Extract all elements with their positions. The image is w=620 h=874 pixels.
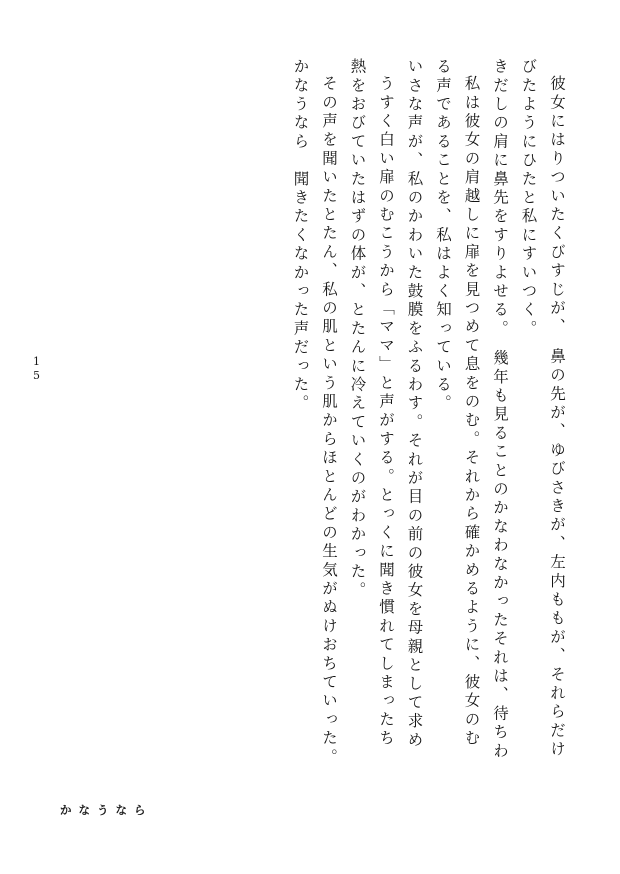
- text-line: 私は彼女の肩越しに扉を見つめて息をのむ。それから確かめるように、彼女のむ: [462, 75, 481, 749]
- text-line: る声であることを、私はよく知っている。: [434, 58, 452, 414]
- text-line: 彼女にはりついたくびすじが、 鼻の先が、ゆびさきが、左内ももが、それらだけ: [548, 75, 566, 760]
- page-number: 15: [30, 355, 43, 383]
- running-footer-title: かなうなら: [60, 803, 153, 817]
- text-line: かなうなら 聞きたくなかった声だった。: [291, 58, 310, 414]
- vertical-text-body: [291, 58, 566, 767]
- text-line: びたようにひたと私にすいつく。: [519, 58, 538, 339]
- text-line: きだしの肩に鼻先をすりよせる。 幾年も見ることのかなわなかったそれは、待ちわ: [491, 58, 509, 761]
- text-line: いさな声が、私のかわいた鼓膜をふるわす。それが目の前の彼女を母親として求め: [405, 58, 424, 750]
- text-line: 熱をおびていたはずの体が、とたんに冷えていくのがわかった。: [348, 58, 367, 601]
- text-line: うすく白い扉のむこうから「ママ」と声がする。とっくに聞き慣れてしまったち: [377, 75, 395, 749]
- text-line: その声を聞いたとたん、私の肌という肌からほとんどの生気がぬけおちていった。: [320, 75, 338, 767]
